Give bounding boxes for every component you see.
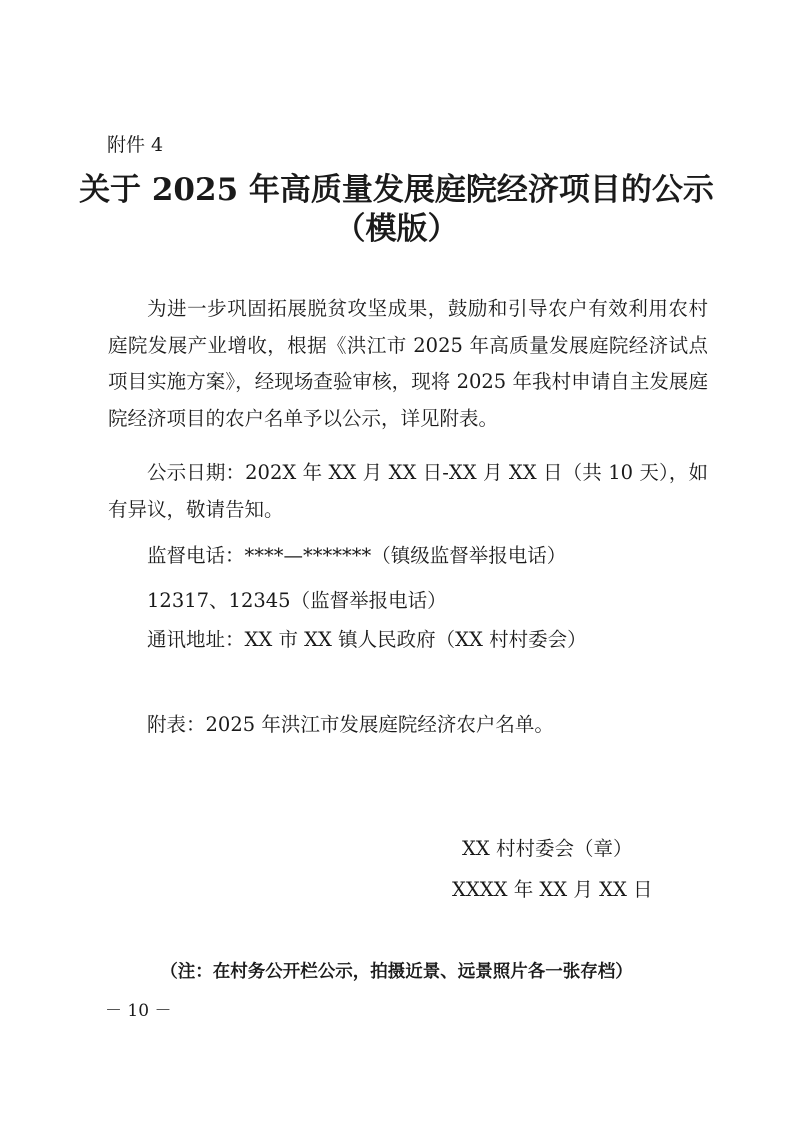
attachment-label: 附件 4: [107, 134, 164, 156]
address-line: 通讯地址：XX 市 XX 镇人民政府（XX 村村委会）: [147, 628, 587, 651]
body-paragraph-dates: 公示日期：202X 年 XX 月 XX 日-XX 月 XX 日（共 10 天），如有异议，敬请告知。: [108, 461, 708, 521]
document-title-subtitle: （模版）: [334, 211, 459, 247]
appendix-line: 附表：2025 年洪江市发展庭院经济农户名单。: [147, 713, 554, 736]
footnote: （注：在村务公开栏公示，拍摄近景、远景照片各一张存档）: [160, 962, 633, 982]
signature-organization: XX 村村委会（章）: [462, 837, 633, 860]
hotlines-line: 12317、12345（监督举报电话）: [147, 589, 447, 612]
body-paragraph-intro: 为进一步巩固拓展脱贫攻坚成果，鼓励和引导农户有效利用农村庭院发展产业增收，根据《洪江市 2025 年高质量发展庭院经济试点项目实施方案》，经现场查验审核，现将 2025 年我村申请自主发展庭院经济项目的农户名单予以公示，详见附表。: [108, 297, 708, 430]
signature-date: XXXX 年 XX 月 XX 日: [452, 878, 653, 901]
supervise-phone-line: 监督电话：****—*******（镇级监督举报电话）: [147, 544, 567, 567]
page-number: － 10 －: [105, 1001, 172, 1021]
document-title: 关于 2025 年高质量发展庭院经济项目的公示: [79, 172, 714, 208]
